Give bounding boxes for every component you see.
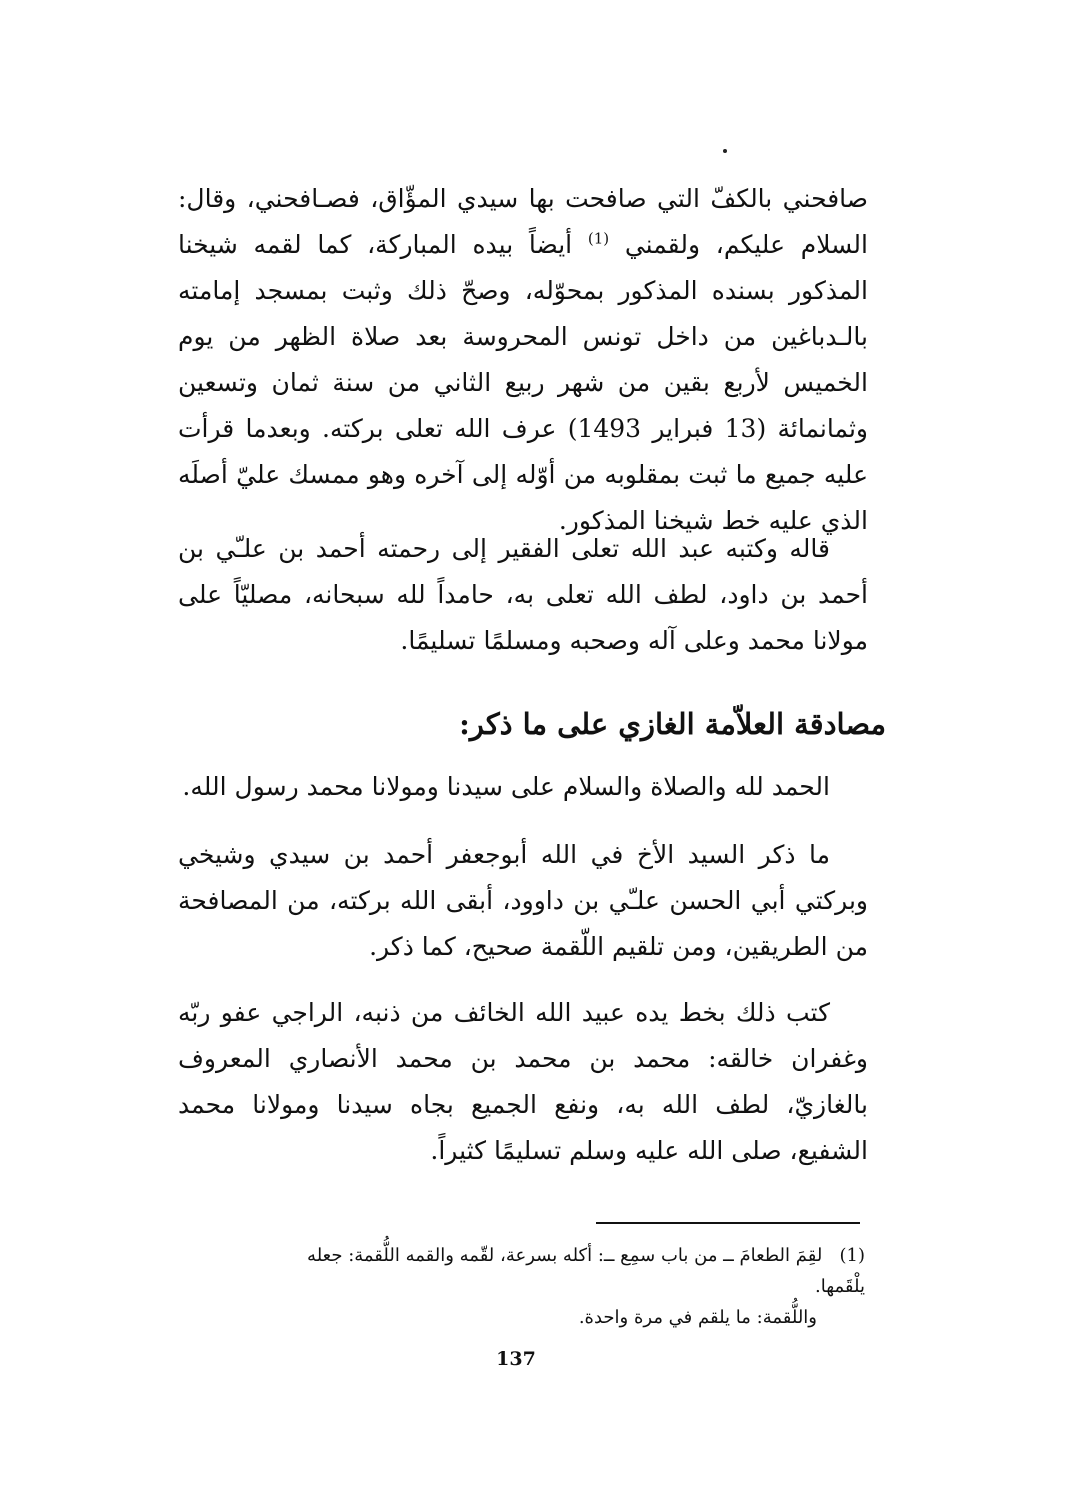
- footnote-line-2: واللُّقمة: ما يلقم في مرة واحدة.: [578, 1307, 817, 1328]
- footnote-text: لقِمَ الطعامَ ــ من باب سمِع ــ: أكله بسرعة، لقّمه والقمه اللُّقمة: جعله يلْقَمها.: [307, 1245, 865, 1297]
- footnote-reference[interactable]: (1): [587, 229, 610, 248]
- paragraph-1: [178, 176, 868, 544]
- footnote: [300, 1240, 865, 1333]
- paragraph-3: الحمد لله والصلاة والسلام على سيدنا ومولانا محمد رسول الله.: [182, 772, 830, 801]
- paragraph-1-end: أيضاً بيده المباركة، كما لقمه شيخنا المذكور بسنده المذكور بمحوّله، وصحّ ذلك وثبت بمسجد إمامته بالـدباغين من داخل تونس المحروسة بعد صلاة الظهر من يوم الخميس لأربع بقين من شهر ربيع الثاني من سنة ثمان وتسعين وثمانمائة (13 فبراير 1493) عرف الله تعلى بركته. وبعدما قرأت عليه جميع ما ثبت بمقلوبه من أوّله إلى آخره وهو ممسك عليّ أصلَه الذي عليه خط شيخنا المذكور.: [178, 230, 868, 535]
- page-number: 137: [496, 1348, 536, 1370]
- footnote-separator: [596, 1222, 860, 1224]
- footnote-marker: (1): [839, 1245, 865, 1266]
- paragraph-1-start: صافحني بالكفّ التي صافحت بها سيدي المؤّاق، فصـافحني، وقال: السلام عليكم، ولقمني: [178, 184, 868, 259]
- paragraph-5: كتب ذلك بخط يده عبيد الله الخائف من ذنبه، الراجي عفو ربّه وغفران خالقه: محمد بن محمد بن محمد الأنصاري المعروف بالغازيّ، لطف الله به، ونفع الجميع بجاه سيدنا ومولانا محمد الشفيع، صلى الله عليه وسلم تسليمًا كثيراً.: [178, 998, 868, 1165]
- stray-dot: [723, 149, 727, 153]
- section-heading: مصادقة العلاّمة الغازي على ما ذكر:: [459, 707, 886, 741]
- paragraph-4: ما ذكر السيد الأخ في الله أبوجعفر أحمد بن سيدي وشيخي وبركتي أبي الحسن علـّي بن داوود، أبقى الله بركته، من المصافحة من الطريقين، ومن تلقيم اللّقمة صحيح، كما ذكر.: [178, 840, 868, 961]
- footnote-line-1: [300, 1240, 865, 1302]
- paragraph-2: قاله وكتبه عبد الله تعلى الفقير إلى رحمته أحمد بن علـّي بن أحمد بن داود، لطف الله تعلى به، حامداً لله سبحانه، مصليّاً على مولانا محمد وعلى آله وصحبه ومسلمًا تسليمًا.: [178, 534, 868, 655]
